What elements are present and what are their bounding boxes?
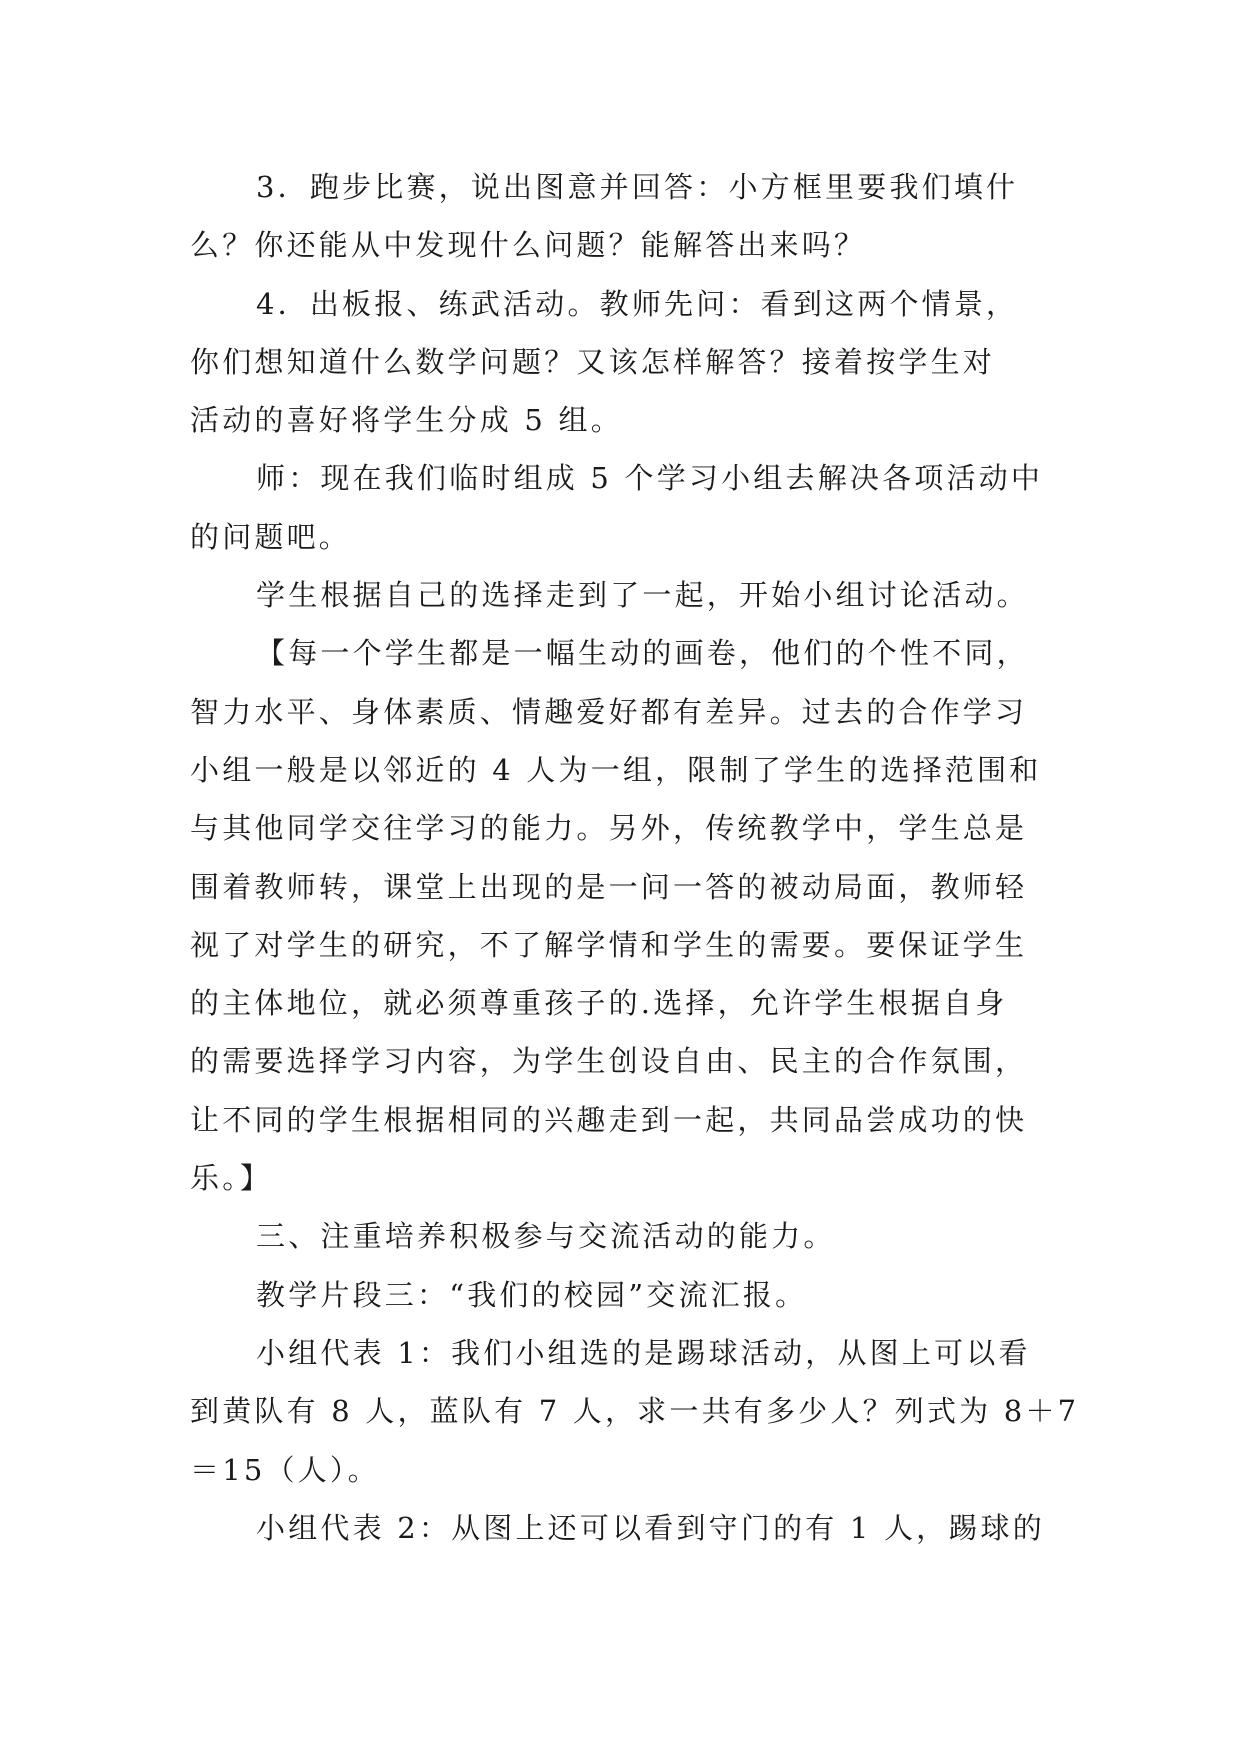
- text-line: 智力水平、身体素质、情趣爱好都有差异。过去的合作学习: [190, 694, 1028, 729]
- text-line: 的需要选择学习内容，为学生创设自由、民主的合作氛围，: [190, 1044, 1028, 1079]
- document-body: [190, 158, 1080, 1557]
- text-line: ＝15（人）。: [190, 1452, 380, 1487]
- text-line: 学生根据自己的选择走到了一起，开始小组讨论活动。: [256, 578, 1029, 613]
- text-line: 围着教师转，课堂上出现的是一问一答的被动局面，教师轻: [190, 869, 1028, 904]
- text-line: 乐。】: [190, 1161, 273, 1196]
- text-line: 的问题吧。: [190, 519, 352, 554]
- text-line: 小组代表 1：我们小组选的是踢球活动，从图上可以看: [256, 1335, 1031, 1370]
- text-line: 你们想知道什么数学问题？又该怎样解答？接着按学生对: [190, 344, 996, 379]
- text-line: 的主体地位，就必须尊重孩子的.选择，允许学生根据自身: [190, 986, 1008, 1021]
- text-line: 教学片段三：“我们的校园”交流汇报。: [256, 1277, 808, 1312]
- text-line: 活动的喜好将学生分成 5 组。: [190, 403, 623, 438]
- text-line: 到黄队有 8 人，蓝队有 7 人，求一共有多少人？列式为 8＋7: [190, 1394, 1080, 1429]
- text-line: 3．跑步比赛，说出图意并回答：小方框里要我们填什: [256, 170, 1019, 204]
- text-line: 视了对学生的研究，不了解学情和学生的需要。要保证学生: [190, 927, 1028, 962]
- text-line: 师：现在我们临时组成 5 个学习小组去解决各项活动中: [256, 461, 1044, 496]
- text-line: 小组一般是以邻近的 4 人为一组，限制了学生的选择范围和: [190, 752, 1042, 787]
- text-line: 让不同的学生根据相同的兴趣走到一起，共同品尝成功的快: [190, 1102, 1028, 1137]
- text-line: 小组代表 2：从图上还可以看到守门的有 1 人，踢球的: [256, 1510, 1045, 1545]
- text-line: 么？你还能从中发现什么问题？能解答出来吗？: [190, 228, 867, 263]
- text-line: 与其他同学交往学习的能力。另外，传统教学中，学生总是: [190, 811, 1028, 846]
- text-line: 三、注重培养积极参与交流活动的能力。: [256, 1219, 836, 1254]
- text-line: 【每一个学生都是一幅生动的画卷，他们的个性不同，: [256, 636, 1029, 671]
- text-line: 4．出板报、练武活动。教师先问：看到这两个情景，: [256, 286, 1019, 321]
